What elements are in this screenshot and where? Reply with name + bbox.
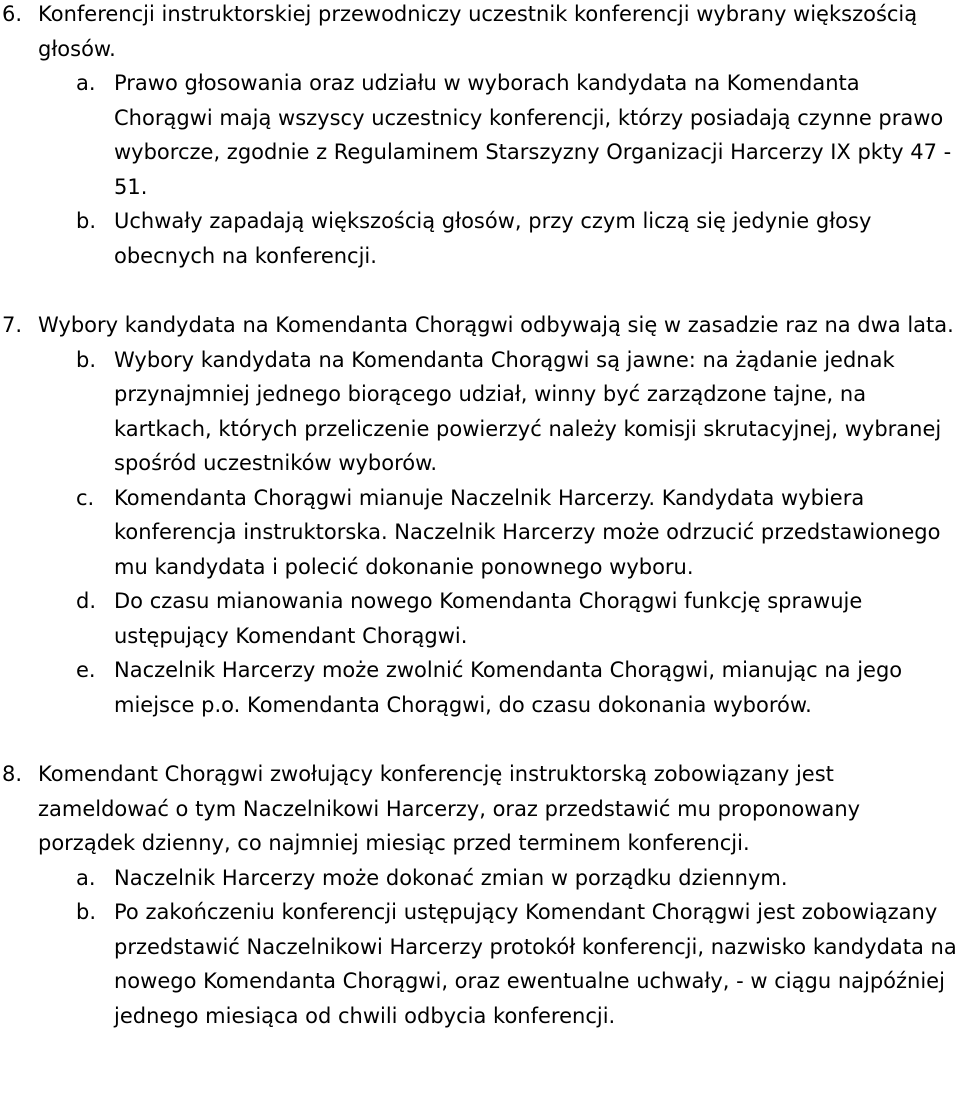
sub-marker: b. — [76, 209, 97, 233]
sub-text: Naczelnik Harcerzy może dokonać zmian w porządku dziennym. — [114, 865, 788, 890]
item-text: Wybory kandydata na Komendanta Chorągwi odbywają się w zasadzie raz na dwa lata. — [38, 313, 954, 337]
item-7-sub-d — [0, 584, 958, 653]
paragraph-gap — [0, 722, 958, 757]
item-marker: 7. — [2, 313, 23, 337]
item-7-sub-b — [0, 343, 958, 481]
sub-marker: c. — [76, 485, 95, 510]
item-marker: 8. — [2, 762, 23, 786]
item-7-sub-c — [0, 481, 958, 585]
sub-marker: e. — [76, 658, 96, 682]
sub-text: Uchwały zapadają większością głosów, przy czym liczą się jedynie głosy obecnych na konferencji. — [114, 209, 872, 268]
sub-text: Wybory kandydata na Komendanta Chorągwi są jawne: na żądanie jednak przynajmniej jednego biorącego udział, winny być zarządzone tajne, na kartkach, których przeliczenie powierzyć należy komisji skrutacyjnej, wybranej spośród uczestników wyborów. — [114, 347, 942, 475]
sub-text: Do czasu mianowania nowego Komendanta Chorągwi funkcję sprawuje ustępujący Komendant Chorągwi. — [114, 589, 863, 648]
sub-text: Po zakończeniu konferencji ustępujący Komendant Chorągwi jest zobowiązany przedstawić Naczelnikowi Harcerzy protokół konferencji, nazwisko kandydata na nowego Komendanta Chorągwi, oraz ewentualne uchwały, - w ciągu najpóźniej jednego miesiąca od chwili odbycia konferencji. — [114, 900, 957, 1028]
item-6-sub-b — [0, 204, 958, 273]
item-8 — [0, 757, 958, 861]
sub-text: Komendanta Chorągwi mianuje Naczelnik Harcerzy. Kandydata wybiera konferencja instruktorska. Naczelnik Harcerzy może odrzucić przedstawionego mu kandydata i polecić dokonanie ponownego wyboru. — [114, 485, 941, 579]
item-8-sub-b — [0, 895, 958, 1033]
sub-text: Prawo głosowania oraz udziału w wyborach kandydata na Komendanta Chorągwi mają wszyscy uczestnicy konferencji, którzy posiadają czynne prawo wyborcze, zgodnie z Regulaminem Starszyzny Organizacji Harcerzy IX pkty 47 - 51. — [114, 71, 952, 199]
sub-marker: b. — [76, 900, 97, 924]
item-7 — [0, 308, 958, 343]
item-6-sub-a — [0, 66, 958, 204]
sub-marker: b. — [76, 347, 97, 372]
item-text: Konferencji instruktorskiej przewodniczy uczestnik konferencji wybrany większością głosów. — [38, 2, 918, 61]
sub-marker: a. — [76, 71, 96, 95]
sub-marker: d. — [76, 589, 97, 613]
sub-text: Naczelnik Harcerzy może zwolnić Komendanta Chorągwi, mianując na jego miejsce p.o. Komendanta Chorągwi, do czasu dokonania wyborów. — [114, 658, 903, 717]
paragraph-gap — [0, 273, 958, 308]
item-8-sub-a — [0, 861, 958, 896]
item-text: Komendant Chorągwi zwołujący konferencję instruktorską zobowiązany jest zameldować o tym Naczelnikowi Harcerzy, oraz przedstawić mu proponowany porządek dzienny, co najmniej miesiąc przed terminem konferencji. — [38, 762, 861, 855]
item-6 — [0, 0, 958, 66]
item-7-sub-e — [0, 653, 958, 722]
item-marker: 6. — [2, 2, 23, 26]
sub-marker: a. — [76, 865, 96, 890]
